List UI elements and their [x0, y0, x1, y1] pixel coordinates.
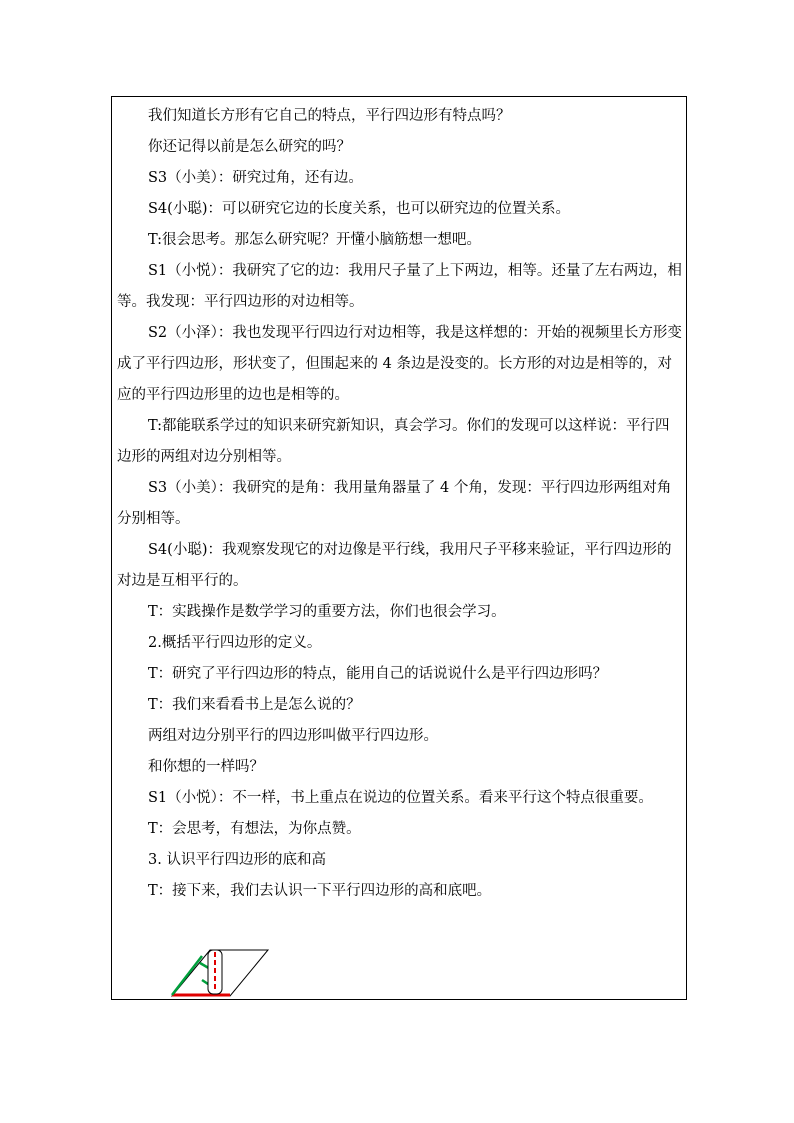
parallelogram-height-figure [170, 948, 270, 998]
paragraph: S3（小美）：研究过角，还有边。 [148, 170, 363, 186]
paragraph: 两组对边分别平行的四边形叫做平行四边形。 [148, 728, 438, 744]
paragraph: S1（小悦）：不一样，书上重点在说边的位置关系。看来平行这个特点很重要。 [148, 790, 653, 806]
paragraph: T:都能联系学过的知识来研究新知识，真会学习。你们的发现可以这样说：平行四边形的两组对边分别相等。 [117, 418, 670, 465]
paragraph: S1（小悦）：我研究了它的边：我用尺子量了上下两边，相等。还量了左右两边，相等。我发现：平行四边形的对边相等。 [117, 263, 682, 310]
paragraph: 你还记得以前是怎么研究的吗？ [148, 139, 351, 155]
paragraph: T：我们来看看书上是怎么说的？ [148, 697, 361, 713]
paragraph: 2.概括平行四边形的定义。 [148, 635, 322, 651]
paragraph: 我们知道长方形有它自己的特点，平行四边形有特点吗？ [148, 108, 511, 124]
height-line [172, 956, 202, 995]
paragraph: S2（小泽）：我也发现平行四边行对边相等，我是这样想的：开始的视频里长方形变成了平行四边形，形状变了，但围起来的 4 条边是没变的。长方形的对边是相等的，对应的平行四边形里的边也是相等的。 [117, 325, 682, 403]
paragraph: S4(小聪)：可以研究它边的长度关系，也可以研究边的位置关系。 [148, 201, 570, 217]
lesson-text [117, 101, 683, 907]
paragraph: S3（小美）：我研究的是角：我用量角器量了 4 个角，发现：平行四边形两组对角分别相等。 [117, 480, 672, 527]
paragraph: T：实践操作是数学学习的重要方法，你们也很会学习。 [148, 604, 506, 620]
paragraph: T:很会思考。那怎么研究呢？开懂小脑筋想一想吧。 [148, 232, 482, 248]
paragraph: S4(小聪)：我观察发现它的对边像是平行线，我用尺子平移来验证，平行四边形的对边是互相平行的。 [117, 542, 672, 589]
paragraph: T：研究了平行四边形的特点，能用自己的话说说什么是平行四边形吗？ [148, 666, 608, 682]
lesson-table-cell [111, 96, 687, 1000]
paragraph: T：会思考，有想法，为你点赞。 [148, 821, 361, 837]
paragraph: 3. 认识平行四边形的底和高 [148, 852, 326, 868]
paragraph: 和你想的一样吗？ [148, 759, 264, 775]
paragraph: T：接下来，我们去认识一下平行四边形的高和底吧。 [148, 883, 492, 899]
